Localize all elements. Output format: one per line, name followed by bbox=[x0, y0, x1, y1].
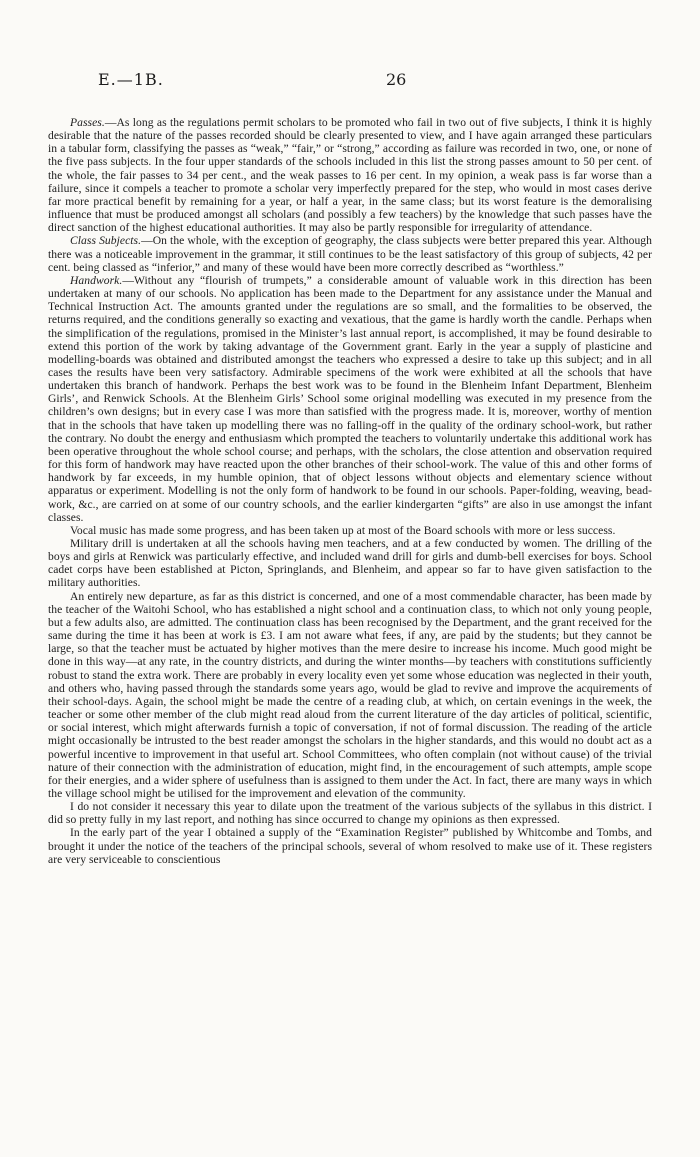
page-header bbox=[48, 70, 652, 94]
paragraph-military-drill: Military drill is undertaken at all the schools having men teachers, and at a few conducted by women. The drilling of the boys and girls at Renwick was particularly effective, and included wand drill for girls and dumb-bell exercises for boys. School cadet corps have been established at Picton, Springlands, and Blenheim, and appear so far to have given satisfaction to the military authorities. bbox=[48, 537, 652, 590]
paragraph-examination-register: In the early part of the year I obtained a supply of the “Examination Register” published by Whitcombe and Tombs, and brought it under the notice of the teachers of the principal schools, several of whom resolved to make use of it. These registers are very serviceable to conscientious bbox=[48, 826, 652, 866]
paragraph-text: —On the whole, with the exception of geography, the class subjects were better prepared this year. Although there was a noticeable improvement in the grammar, it still continues to be the least satisfactory of this group of subjects, 42 per cent. being classed as “inferior,” and many of these would have been more correctly described as “worthless.” bbox=[48, 234, 652, 274]
paragraph-passes bbox=[48, 116, 652, 234]
section-heading-passes: Passes. bbox=[70, 116, 105, 129]
paragraph-night-school: An entirely new departure, as far as this district is concerned, and one of a most commendable character, has been made by the teacher of the Waitohi School, who has established a night school and a continuation class, to which not only young people, but a few adults also, are admitted. The continuation class has been recognised by the Department, and the grant received for the same during the time it has been at work is £3. I am not aware what fees, if any, are paid by the students; but they cannot be large, so that the teacher must be actuated by higher motives than the mere desire to increase his income. Much good might be done in this way—at any rate, in the country districts, and during the winter months—by teachers with constitutions sufficiently robust to stand the extra work. There are probably in every locality even yet some whose education was neglected in their youth, and others who, having passed through the standards some years ago, would be glad to revive and improve the acquirements of their school-days. Again, the school might be made the centre of a reading club, at which, on certain evenings in the week, the teacher or some other member of the club might read aloud from the current literature of the day articles of political, scientific, or social interest, which might afterwards furnish a topic of conversation, if not of formal discussion. The reading of the article might occasionally be intrusted to the best reader amongst the scholars in the higher standards, and this would no doubt act as a powerful incentive to improvement in that useful art. School Committees, who often complain (not without cause) of the trivial nature of their connection with the administration of education, might find, in the encouragement of such attempts, ample scope for their energies, and a wider sphere of usefulness than is assigned to them under the Act. In fact, there are many ways in which the village school might be utilised for the improvement and elevation of the community. bbox=[48, 589, 652, 800]
page-number: 26 bbox=[386, 70, 407, 89]
section-heading-class-subjects: Class Subjects. bbox=[70, 234, 142, 248]
paragraph-handwork bbox=[48, 274, 652, 524]
paragraph-text: —As long as the regulations permit scholars to be promoted who fail in two out of five subjects, I think it is highly desirable that the nature of the passes recorded should be clearly presented to view, and I have again arranged these particulars in a tabular form, classifying the passes as “weak,” “fair,” or “strong,” according as failure was recorded in two, one, or none of the five pass subjects. In the four upper standards of the schools included in this list the strong passes amount to 50 per cent. of the whole, the fair passes to 34 per cent., and the weak passes to 16 per cent. In my opinion, a weak pass is far worse than a failure, since it compels a teacher to promote a scholar very imperfectly prepared for the step, who would in most cases derive far more practical benefit by remaining for a year, or half a year, in the same class; but its worst feature is the demoralising influence that must be produced amongst all scholars (and possibly a few teachers) by the knowledge that such passes have the direct sanction of the highest educational authorities. It may also be partly responsible for irregularity of attendance. bbox=[48, 116, 652, 235]
paragraph-vocal-music: Vocal music has made some progress, and has been taken up at most of the Board schools with more or less success. bbox=[70, 523, 616, 537]
paragraph-text: —Without any “flourish of trumpets,” a considerable amount of valuable work in this direction has been undertaken at many of our schools. No application has been made to the Department for any assistance under the Manual and Technical Instruction Act. The amounts granted under the regulations are so small, and the formalities to be observed, the returns required, and the conditions generally so exacting and vexatious, that the game is hardly worth the candle. Perhaps when the simplification of the regulations, promised in the Minister’s last annual report, is accomplished, it may be found desirable to extend this portion of the work by taking advantage of the Government grant. Early in the year a supply of plasticine and modelling-boards was obtained and distributed amongst the teachers who expressed a desire to take up this subject; and in all cases the results have been very satisfactory. Admirable specimens of the work were exhibited at all the schools that have undertaken this branch of handwork. Perhaps the best work was to be found in the Blenheim Infant Department, Blenheim Girls’, and Renwick Schools. At the Blenheim Girls’ School some original modelling was executed in my presence from the children’s own designs; but in every case I was more than satisfied with the progress made. It is, moreover, worthy of mention that in the schools that have taken up modelling there was no falling-off in the quality of the ordinary school-work, but rather the contrary. No doubt the energy and enthusiasm which prompted the teachers to voluntarily undertake this additional work has been operative throughout the whole school course; and perhaps, with the scholars, the close attention and observation required for this form of handwork may have reacted upon the other branches of their school-work. The value of this and other forms of handwork by far exceeds, in my humble opinion, that of object lessons without objects and elementary science without apparatus or experiment. Modelling is not the only form of handwork to be found in our schools. Paper-folding, weaving, bead-work, &c., are carried on at some of our country schools, and the earlier kindergarten “gifts” are also in use amongst the infant classes. bbox=[48, 273, 652, 524]
paragraph-syllabus: I do not consider it necessary this year to dilate upon the treatment of the various subjects of the syllabus in this district. I did so pretty fully in my last report, and nothing has since occurred to change my opinions as then expressed. bbox=[48, 800, 652, 827]
paragraph-class-subjects bbox=[48, 234, 652, 273]
body-text bbox=[48, 116, 652, 866]
section-heading-handwork: Handwork. bbox=[70, 273, 123, 287]
document-code: E.—1B. bbox=[98, 70, 164, 89]
